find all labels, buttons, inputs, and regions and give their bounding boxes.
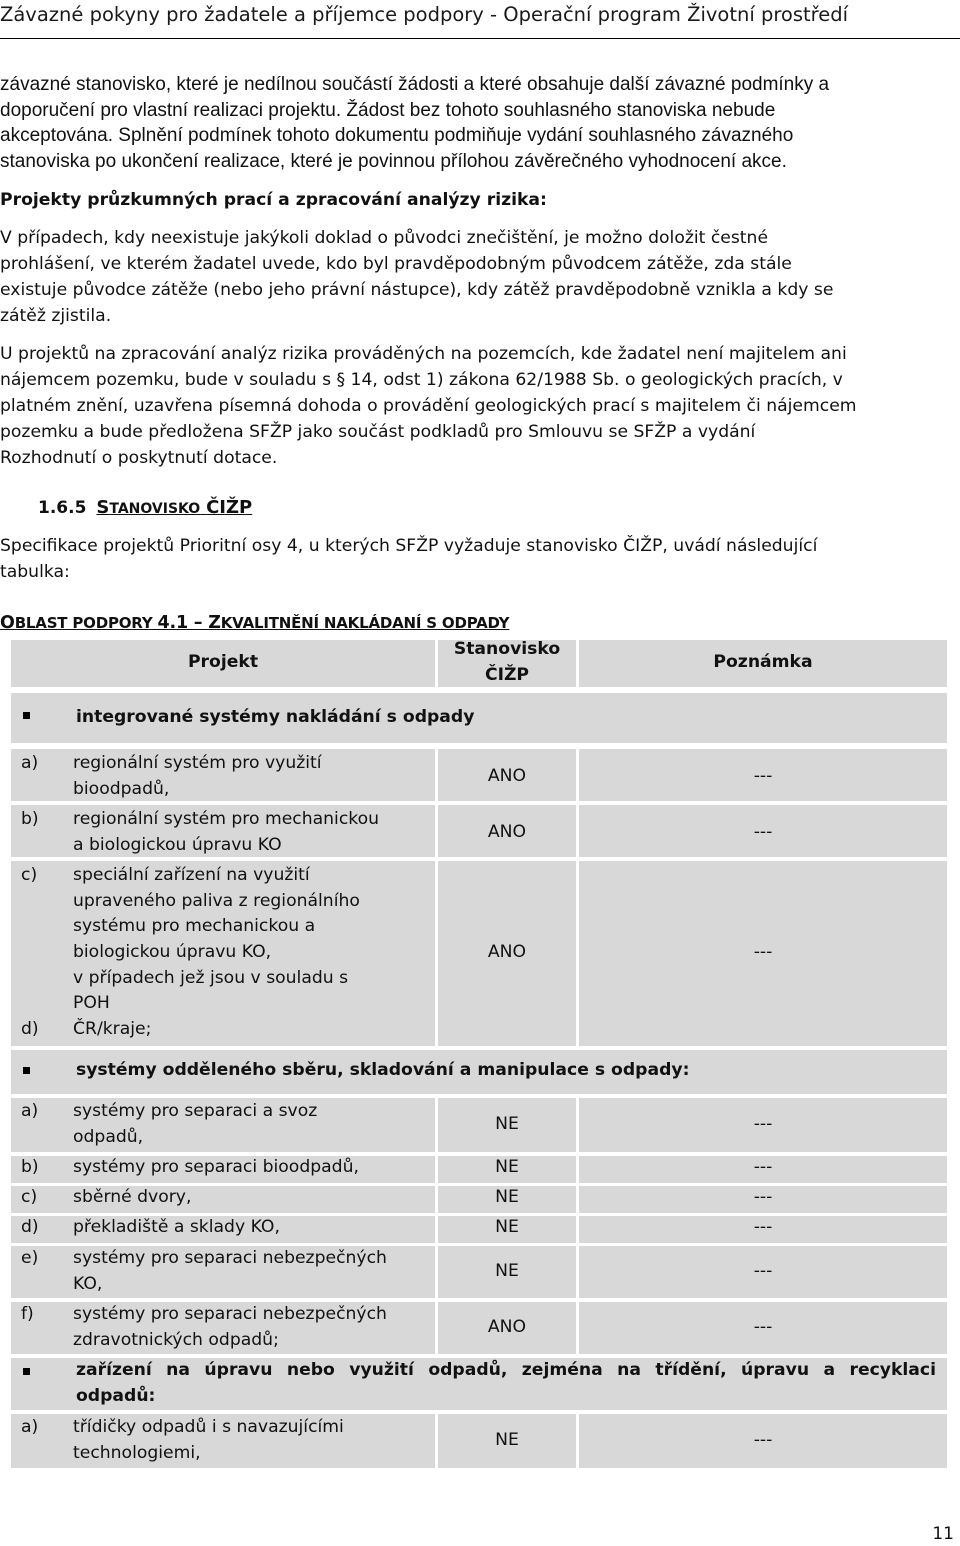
row-poznamka: --- (753, 766, 773, 786)
row-text: regionální systém pro využití (73, 753, 322, 773)
row-letter: c) (21, 865, 38, 885)
paragraph-line: zátěž zjistila. (0, 306, 112, 327)
row-stanovisko: NE (495, 1217, 519, 1237)
header-poznamka: Poznámka (713, 652, 813, 672)
row-text: systémy pro separaci nebezpečných (73, 1304, 387, 1324)
row-text: překladiště a sklady KO, (73, 1217, 280, 1237)
row-text: ČR/kraje; (73, 1019, 152, 1039)
row-poznamka: --- (753, 1187, 773, 1207)
row-poznamka: --- (753, 1430, 773, 1450)
paragraph-line: existuje původce zátěže (nebo jeho právní nástupce), kdy zátěž pravděpodobně vznikla a kdy se (0, 280, 834, 301)
header-projekt: Projekt (187, 652, 259, 672)
row-stanovisko: NE (495, 1114, 519, 1134)
paragraph-1 (0, 225, 958, 329)
bullet-icon (23, 712, 30, 719)
group-label-3-cont: odpadů: (76, 1386, 156, 1406)
row-text: technologiemi, (73, 1443, 201, 1463)
intro-line: akceptována. Splnění podmínek tohoto dokumentu podmiňuje vydání souhlasného závazného (0, 125, 794, 147)
row-text: POH (73, 993, 110, 1013)
row-letter: d) (21, 1217, 39, 1237)
group-label-2: systémy odděleného sběru, skladování a manipulace s odpady: (76, 1060, 690, 1080)
row-poznamka: --- (753, 822, 773, 842)
row-poznamka: --- (753, 1217, 773, 1237)
paragraph-line: pozemku a bude předložena SFŽP jako součást podkladů pro Smlouvu se SFŽP a vydání (0, 422, 756, 443)
row-text: a biologickou úpravu KO (73, 835, 282, 855)
row-letter: f) (21, 1304, 34, 1324)
row-stanovisko: ANO (487, 942, 527, 962)
paragraph-line: tabulka: (0, 562, 70, 583)
row-text: bioodpadů, (73, 779, 170, 799)
paragraph-line: Specifikace projektů Prioritní osy 4, u kterých SFŽP vyžaduje stanovisko ČIŽP, uvádí následující (0, 536, 818, 556)
spec-paragraph (0, 533, 958, 585)
running-header (0, 0, 960, 39)
row-letter: d) (21, 1019, 39, 1039)
group-label-3: zařízení na úpravu nebo využití odpadů, zejména na třídění, úpravu a recyklaci (76, 1360, 936, 1380)
header-title: Závazné pokyny pro žadatele a příjemce podpory - Operační program Životní prostředí (0, 3, 849, 26)
row-text: odpadů, (73, 1127, 144, 1147)
paragraph-2 (0, 341, 958, 471)
group-label-1: integrované systémy nakládání s odpady (76, 707, 475, 727)
section-heading (38, 497, 252, 518)
row-poznamka: --- (753, 942, 773, 962)
intro-line: závazné stanovisko, které je nedílnou součástí žádosti a které obsahuje další závazné podmínky a (0, 74, 830, 95)
row-text: systémy pro separaci a svoz (73, 1101, 318, 1121)
row-letter: c) (21, 1187, 38, 1207)
row-stanovisko: ANO (487, 1317, 527, 1337)
bullet-icon (23, 1067, 30, 1074)
row-stanovisko: NE (495, 1157, 519, 1177)
paragraph-line: platném znění, uzavřena písemná dohoda o provádění geologických prací s majitelem či nájemcem (0, 396, 857, 417)
paragraph-line: V případech, kdy neexistuje jakýkoli doklad o původci znečištění, je možno doložit čestné (0, 228, 769, 248)
intro-line: stanoviska po ukončení realizace, které je povinnou přílohou závěrečného vyhodnocení akce. (0, 151, 787, 173)
row-stanovisko: NE (495, 1430, 519, 1450)
bullet-icon (23, 1368, 30, 1375)
header-stanovisko-line1: Stanovisko (453, 639, 561, 659)
row-text: systému pro mechanickou a (73, 916, 316, 936)
row-text: speciální zařízení na využití (73, 865, 310, 885)
section-title: STANOVISKO ČIŽP (96, 497, 253, 518)
row-poznamka: --- (753, 1114, 773, 1134)
oblast-heading: OBLAST PODPORY 4.1 – ZKVALITNĚNÍ NAKLÁDANÍ S ODPADY (0, 613, 510, 633)
row-letter: b) (21, 1157, 39, 1177)
row-text: systémy pro separaci bioodpadů, (73, 1157, 359, 1177)
page-number: 11 (932, 1524, 954, 1544)
row-text: zdravotnických odpadů; (73, 1330, 279, 1350)
paragraph-line: U projektů na zpracování analýz rizika prováděných na pozemcích, kde žadatel není majitelem ani (0, 344, 847, 364)
row-stanovisko: ANO (487, 766, 527, 786)
row-text: regionální systém pro mechanickou (73, 809, 380, 829)
row-letter: a) (21, 1417, 39, 1437)
subheading: Projekty průzkumných prací a zpracování analýzy rizika: (0, 190, 547, 210)
row-letter: e) (21, 1248, 39, 1268)
row-letter: b) (21, 809, 39, 829)
row-text: v případech jež jsou v souladu s (73, 968, 349, 988)
header-stanovisko-line2: ČIŽP (484, 665, 530, 685)
intro-line: doporučení pro vlastní realizaci projektu. Žádost bez tohoto souhlasného stanoviska nebude (0, 99, 776, 121)
row-letter: a) (21, 1101, 39, 1121)
row-text: KO, (73, 1274, 103, 1294)
row-text: biologickou úpravu KO, (73, 942, 272, 962)
row-text: systémy pro separaci nebezpečných (73, 1248, 387, 1268)
row-poznamka: --- (753, 1157, 773, 1177)
row-text: sběrné dvory, (73, 1187, 192, 1207)
row-stanovisko: ANO (487, 822, 527, 842)
row-text: upraveného paliva z regionálního (73, 891, 360, 911)
paragraph-line: Rozhodnutí o poskytnutí dotace. (0, 448, 278, 469)
row-letter: a) (21, 753, 39, 773)
intro-paragraph (0, 72, 958, 175)
row-poznamka: --- (753, 1317, 773, 1337)
row-stanovisko: NE (495, 1187, 519, 1207)
row-poznamka: --- (753, 1261, 773, 1281)
section-number: 1.6.5 (38, 498, 87, 518)
paragraph-line: prohlášení, ve kterém žadatel uvede, kdo byl pravděpodobným původcem zátěže, zda stále (0, 254, 792, 275)
row-stanovisko: NE (495, 1261, 519, 1281)
row-text: třídičky odpadů i s navazujícími (73, 1417, 344, 1437)
paragraph-line: nájemcem pozemku, bude v souladu s § 14, odst 1) zákona 62/1988 Sb. o geologických pracích, v (0, 370, 843, 391)
